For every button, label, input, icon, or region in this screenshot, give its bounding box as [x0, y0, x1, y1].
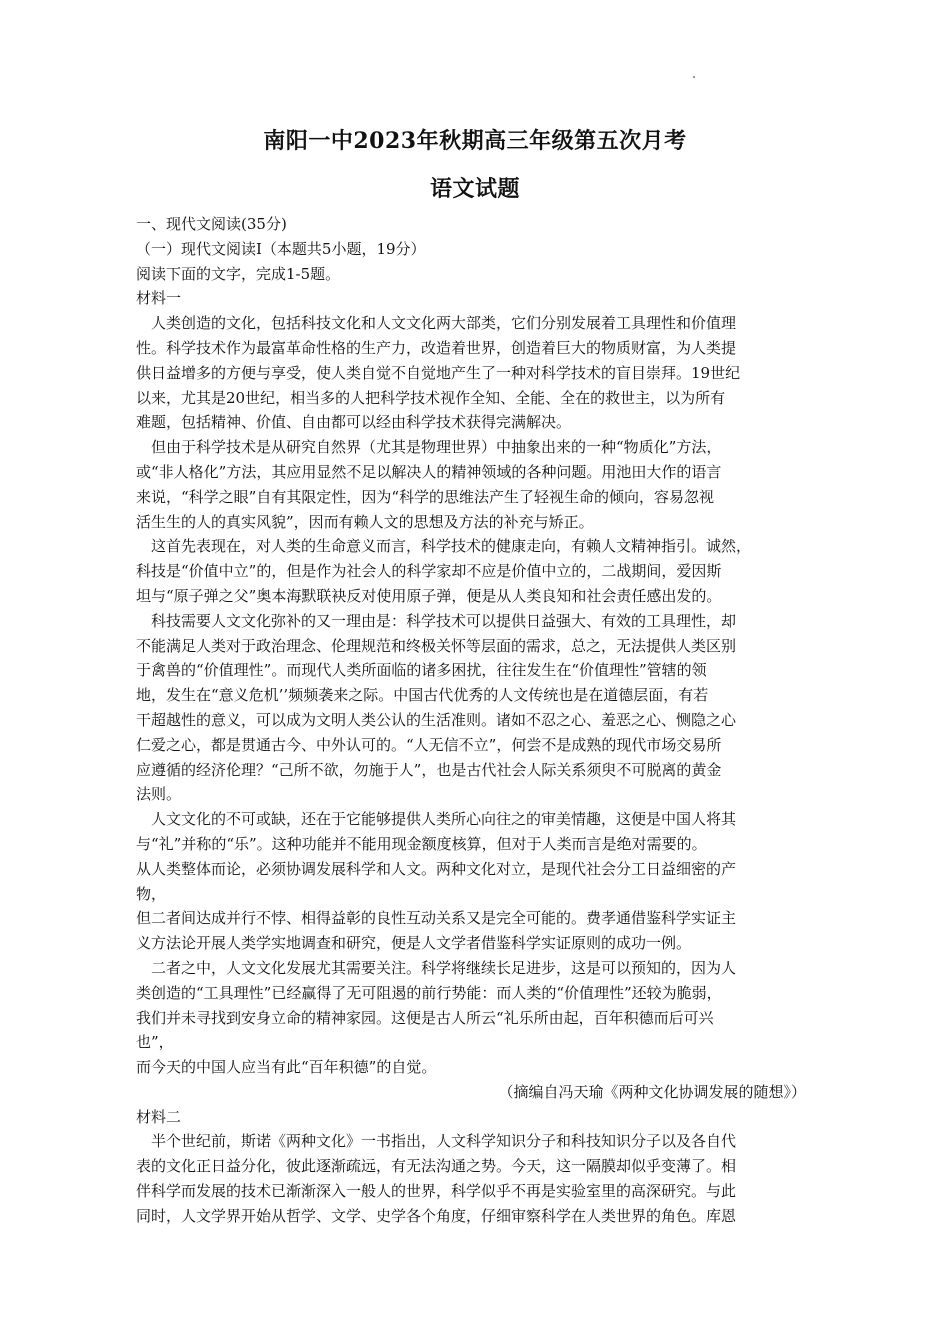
exam-title: 南阳一中2023年秋期高三年级第五次月考 — [263, 128, 687, 154]
text-line: 人文文化的不可或缺，还在于它能够提供人类所心向往之的审美情趣，这便是中国人将其 — [151, 810, 737, 829]
text-line: 科技是“价值中立”的，但是作为社会人的科学家却不应是价值中立的，二战期间，爱因斯 — [136, 562, 722, 581]
text-line: 供日益增多的方便与享受，使人类自觉不自觉地产生了一种对科学技术的盲目崇拜。19世纪 — [136, 363, 741, 382]
text-line: 与“礼”并称的“乐”。这种功能并不能用现金额度核算，但对于人类而言是绝对需要的。 — [136, 834, 707, 853]
text-line: 也”， — [136, 1033, 174, 1052]
text-line: 类创造的“工具理性”已经赢得了无可阻遏的前行势能：而人类的“价值理性”还较为脆弱， — [136, 983, 722, 1002]
text-line: 性。科学技术作为最富革命性格的生产力，改造着世界，创造着巨大的物质财富，为人类提 — [136, 338, 737, 357]
text-line: 难题，包括精神、价值、自由都可以经由科学技术获得完满解决。 — [136, 413, 572, 432]
source-citation: （摘编自冯天瑜《两种文化协调发展的随想》） — [498, 1082, 806, 1101]
text-line: 义方法论开展人类学实地调查和研究，便是人文学者借鉴科学实证原则的成功一例。 — [136, 934, 692, 953]
text-line: 法则。 — [136, 785, 182, 804]
text-line: 从人类整体而论，必须协调发展科学和人文。两种文化对立，是现代社会分工日益细密的产 — [136, 859, 737, 878]
subsection-heading: （一）现代文阅读Ⅰ（本题共5小题，19分） — [136, 239, 426, 258]
text-line: 以来，尤其是20世纪，相当多的人把科学技术视作全知、全能、全在的救世主，以为所有 — [136, 388, 726, 407]
text-line: 这首先表现在，对人类的生命意义而言，科学技术的健康走向，有赖人文精神指引。诚然， — [151, 537, 752, 556]
text-line: 物， — [136, 884, 167, 903]
text-line: 但二者间达成并行不悖、相得益彰的良性互动关系又是完全可能的。费孝通借鉴科学实证主 — [136, 909, 737, 928]
material-label: 材料二 — [136, 1107, 182, 1126]
text-line: 二者之中，人文文化发展尤其需要关注。科学将继续长足进步，这是可以预知的，因为人 — [151, 958, 737, 977]
text-line: 应遵循的经济伦理？“己所不欲，勿施于人”，也是古代社会人际关系须臾不可脱离的黄金 — [136, 760, 722, 779]
text-line: 地，发生在“意义危机’’频频袭来之际。中国古代优秀的人文传统也是在道德层面，有若 — [136, 686, 709, 705]
text-line: 来说，“科学之眼”自有其限定性，因为“科学的思维法产生了轻视生命的倾向，容易忽视 — [136, 487, 715, 506]
text-line: 人类创造的文化，包括科技文化和人文文化两大部类，它们分别发展着工具理性和价值理 — [151, 314, 737, 333]
text-line: 半个世纪前，斯诺《两种文化》一书指出，人文科学知识分子和科技知识分子以及各自代 — [151, 1132, 737, 1151]
text-line: 干超越性的意义，可以成为文明人类公认的生活准则。诸如不忍之心、羞恶之心、恻隐之心 — [136, 710, 737, 729]
section-heading: 一、现代文阅读(35分) — [136, 215, 287, 233]
text-line: 科技需要人文文化弥补的又一理由是：科学技术可以提供日益强大、有效的工具理性，却 — [151, 611, 737, 630]
text-line: 表的文化正日益分化，彼此逐渐疏远，有无法沟通之势。今天，这一隔膜却似乎变薄了。相 — [136, 1157, 737, 1176]
text-line: 坦与“原子弹之父”奥本海默联袂反对使用原子弹，便是从人类良知和社会责任感出发的。 — [136, 586, 722, 605]
text-line: 活生生的人的真实风貌”，因而有赖人文的思想及方法的补充与矫正。 — [136, 512, 594, 531]
instruction-line: 阅读下面的文字，完成1-5题。 — [136, 264, 341, 283]
text-line: 同时，人文学界开始从哲学、文学、史学各个角度，仔细审察科学在人类世界的角色。库恩 — [136, 1206, 737, 1225]
scan-dot — [693, 76, 695, 78]
text-line: 我们并未寻找到安身立命的精神家园。这便是古人所云“礼乐所由起，百年积德而后可兴 — [136, 1008, 714, 1027]
text-line: 于禽兽的“价值理性”。而现代人类所面临的诸多困扰，往往发生在“价值理性”管辖的领 — [136, 661, 707, 680]
text-line: 伴科学而发展的技术已渐渐深入一般人的世界，科学似乎不再是实验室里的高深研究。与此 — [136, 1182, 737, 1201]
text-line: 但由于科学技术是从研究自然界（尤其是物理世界）中抽象出来的一种“物质化”方法， — [151, 438, 722, 457]
text-line: 或“非人格化”方法，其应用显然不足以解决人的精神领域的各种问题。用池田大作的语言 — [136, 462, 722, 481]
text-line: 而今天的中国人应当有此“百年积德”的自觉。 — [136, 1058, 437, 1077]
document-body — [136, 212, 820, 1229]
material-label: 材料一 — [136, 289, 182, 308]
text-line: 不能满足人类对于政治理念、伦理规范和终极关怀等层面的需求，总之，无法提供人类区别 — [136, 636, 737, 655]
exam-subtitle: 语文试题 — [429, 176, 520, 202]
text-line: 仁爱之心，都是贯通古今、中外认可的。“人无信不立”，何尝不是成熟的现代市场交易所 — [136, 735, 722, 754]
